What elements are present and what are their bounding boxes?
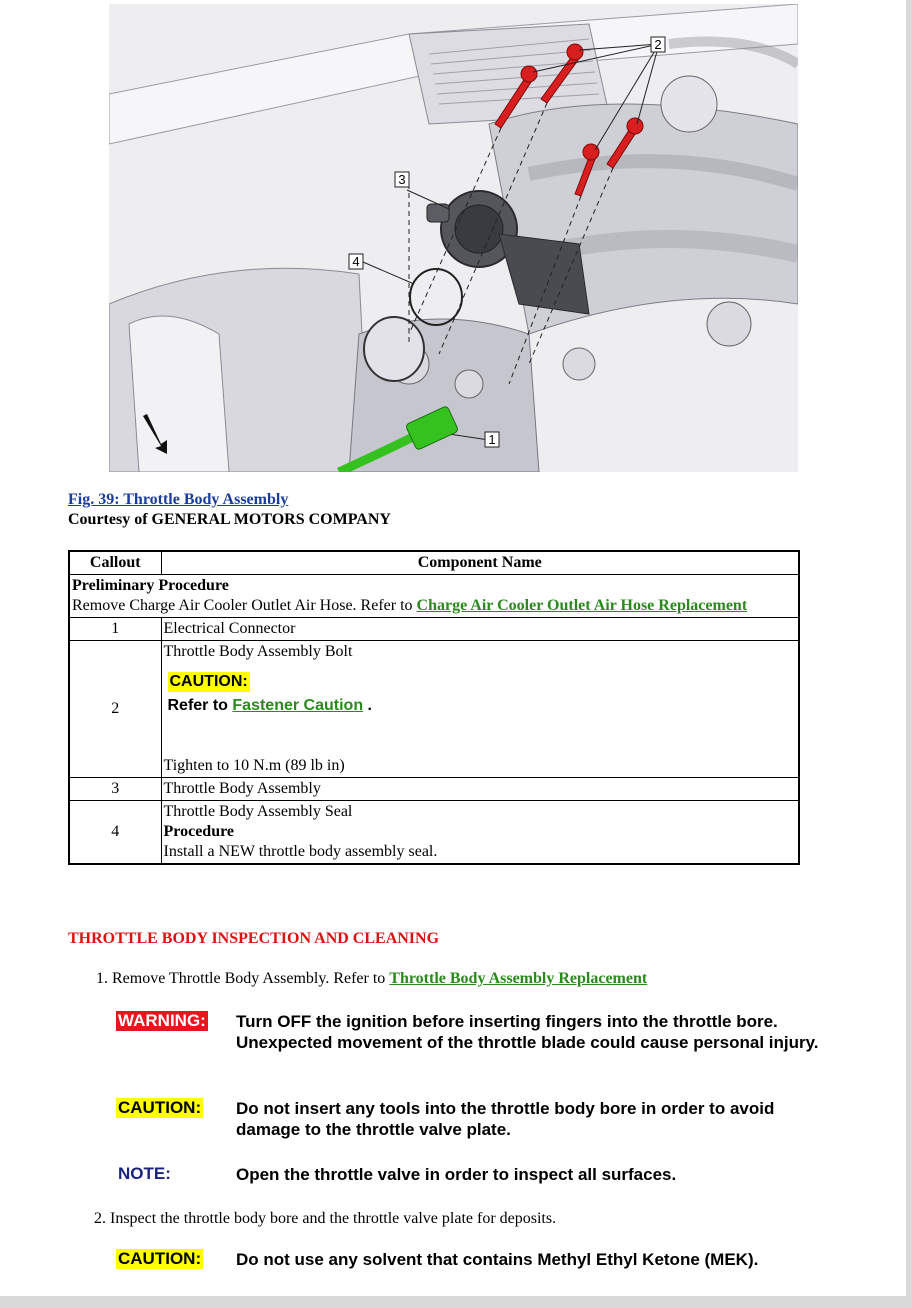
table-row: [69, 641, 799, 778]
svg-text:2: 2: [654, 37, 662, 52]
engine-bay-drawing: [109, 4, 798, 472]
step-2: 2. Inspect the throttle body bore and the throttle valve plate for deposits.: [94, 1210, 557, 1227]
svg-text:4: 4: [352, 254, 360, 269]
warning-text: Turn OFF the ignition before inserting fingers into the throttle bore. Unexpected movement of the throttle blade could cause personal injury.: [236, 1012, 819, 1052]
callout-box-3: [395, 172, 409, 187]
section-heading: THROTTLE BODY INSPECTION AND CLEANING: [68, 930, 440, 947]
torque-spec: Tighten to 10 N.m (89 lb in): [163, 757, 345, 774]
refer-text: Refer to: [167, 697, 233, 714]
table-header-row: [69, 551, 799, 575]
step-1-text: 1. Remove Throttle Body Assembly. Refer to: [96, 970, 390, 987]
component-name-cell: Throttle Body Assembly Seal: [163, 803, 353, 820]
page-edge: [906, 0, 912, 1308]
preliminary-heading: Preliminary Procedure: [72, 577, 229, 594]
warning-note: [116, 1011, 826, 1075]
callout-cell: 1: [69, 618, 161, 641]
component-name-cell: Electrical Connector: [161, 618, 799, 641]
courtesy-line: Courtesy of GENERAL MOTORS COMPANY: [68, 511, 391, 528]
preliminary-procedure-row: [69, 575, 799, 618]
step-1: [96, 969, 647, 989]
note-label: NOTE:: [118, 1164, 171, 1183]
figure-caption: [68, 490, 391, 530]
page-edge-bottom: [0, 1296, 912, 1308]
preliminary-text: Remove Charge Air Cooler Outlet Air Hose. Refer to: [72, 597, 417, 614]
throttle-body-illustration: [109, 4, 798, 472]
caution-text: Do not insert any tools into the throttle body bore in order to avoid damage to the throttle valve plate.: [236, 1099, 775, 1139]
procedure-label: Procedure: [163, 823, 234, 840]
info-note: [116, 1164, 826, 1186]
throttle-body-replacement-link[interactable]: Throttle Body Assembly Replacement: [389, 970, 648, 987]
refer-end: .: [363, 697, 372, 714]
callout-cell: 4: [69, 801, 161, 865]
caution-label: CAUTION:: [118, 1098, 202, 1117]
table-row: [69, 778, 799, 801]
caution-note: [116, 1098, 826, 1142]
table-row: [69, 801, 799, 865]
fastener-caution-link[interactable]: Fastener Caution: [232, 697, 364, 714]
caution-note-mek: [116, 1249, 826, 1271]
caution-badge: CAUTION:: [169, 673, 248, 690]
callout-column-header: Callout: [69, 551, 161, 575]
component-table: [68, 550, 800, 865]
component-name-cell: Throttle Body Assembly: [161, 778, 799, 801]
svg-text:3: 3: [398, 172, 406, 187]
charge-air-cooler-hose-link[interactable]: Charge Air Cooler Outlet Air Hose Replacement: [416, 597, 748, 614]
table-row: [69, 618, 799, 641]
warning-label: WARNING:: [118, 1011, 206, 1030]
procedure-text: Install a NEW throttle body assembly seal.: [163, 843, 438, 860]
callout-box-1: [485, 432, 499, 447]
callout-box-4: [349, 254, 363, 269]
note-text: Open the throttle valve in order to inspect all surfaces.: [236, 1165, 677, 1184]
figure-title-link[interactable]: Fig. 39: Throttle Body Assembly: [68, 491, 289, 508]
callout-box-2: [651, 37, 665, 52]
caution-label: CAUTION:: [118, 1249, 202, 1268]
callout-cell: 3: [69, 778, 161, 801]
callout-cell: 2: [69, 641, 161, 778]
caution-text: Do not use any solvent that contains Methyl Ethyl Ketone (MEK).: [236, 1250, 759, 1269]
svg-text:1: 1: [488, 432, 496, 447]
component-name-column-header: Component Name: [161, 551, 799, 575]
component-name-cell: Throttle Body Assembly Bolt: [163, 643, 353, 660]
